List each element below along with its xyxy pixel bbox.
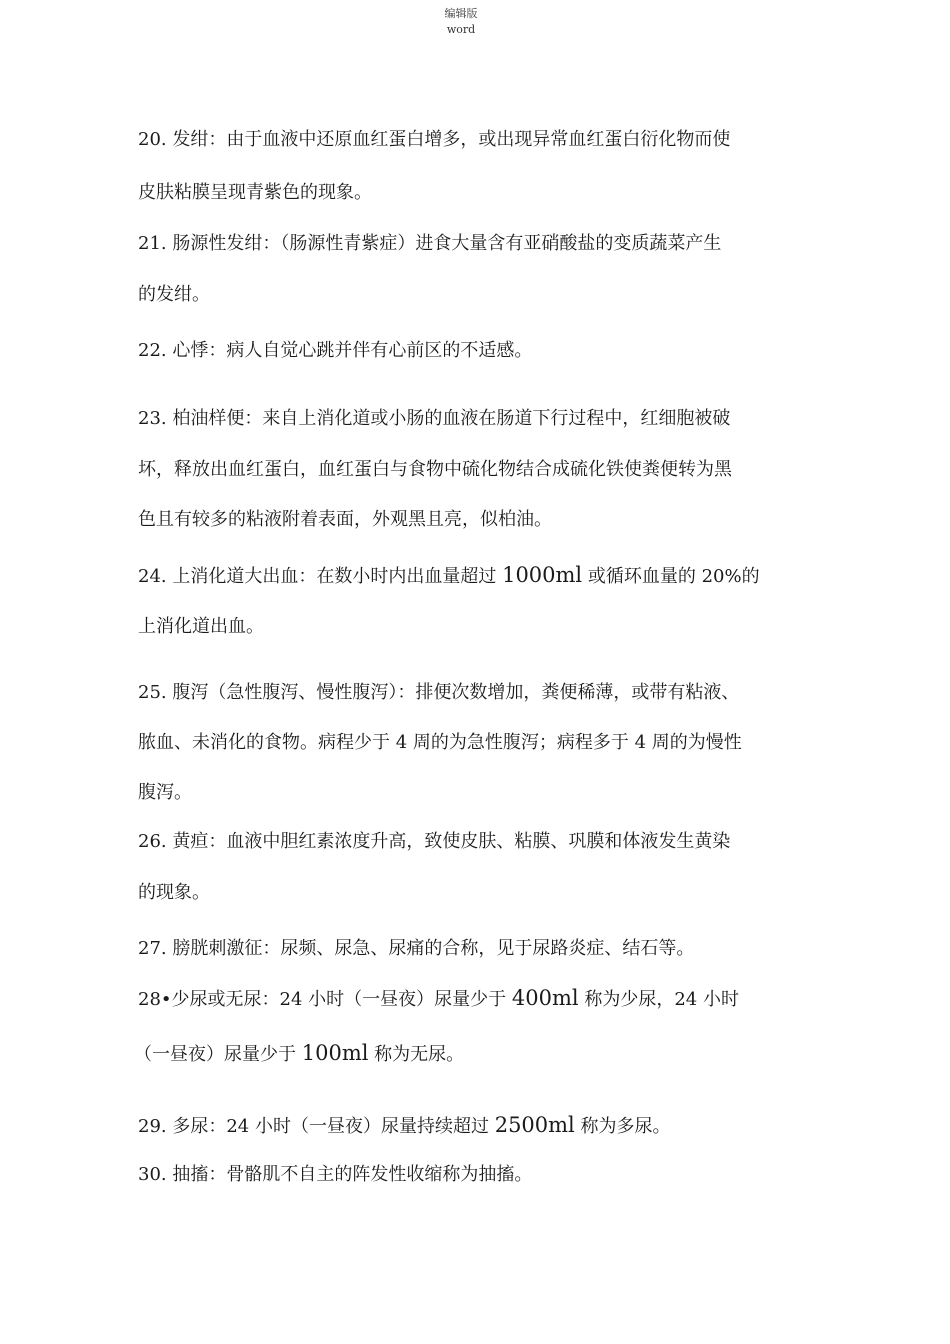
text-line: 30. 抽搐：骨骼肌不自主的阵发性收缩称为抽搐。	[138, 1164, 533, 1185]
text-segment: 28•少尿或无尿：24 小时（一昼夜）尿量少于	[138, 989, 512, 1010]
text-line: 23. 柏油样便：来自上消化道或小肠的血液在肠道下行过程中，红细胞被破	[138, 408, 731, 429]
text-line: 21. 肠源性发绀：（肠源性青紫症）进食大量含有亚硝酸盐的变质蔬菜产生	[138, 233, 722, 254]
volume-value: 2500ml	[494, 1113, 575, 1137]
text-line: 的现象。	[138, 882, 210, 903]
text-line: 20. 发绀：由于血液中还原血红蛋白增多，或出现异常血红蛋白衍化物而使	[138, 129, 731, 150]
text-line: 皮肤粘膜呈现青紫色的现象。	[138, 182, 372, 203]
text-segment: （一昼夜）尿量少于	[134, 1044, 302, 1065]
text-line	[138, 1113, 671, 1139]
header-edition-label: 编辑版	[444, 7, 478, 20]
text-segment: 或循环血量的 20%的	[582, 566, 760, 587]
page-header	[0, 6, 922, 38]
text-line: 26. 黄疸：血液中胆红素浓度升高，致使皮肤、粘膜、巩膜和体液发生黄染	[138, 831, 731, 852]
volume-value: 100ml	[301, 1041, 369, 1065]
header-word-label: word	[446, 23, 476, 36]
text-line: 色且有较多的粘液附着表面，外观黑且亮，似柏油。	[138, 509, 552, 530]
text-segment: 29. 多尿：24 小时（一昼夜）尿量持续超过	[138, 1116, 495, 1137]
text-line: 脓血、未消化的食物。病程少于 4 周的为急性腹泻；病程多于 4 周的为慢性	[138, 732, 742, 753]
text-line: 的发绀。	[138, 284, 210, 305]
text-line: 上消化道出血。	[138, 616, 264, 637]
text-segment: 称为少尿，24 小时	[578, 989, 739, 1010]
text-line: 27. 膀胱刺激征：尿频、尿急、尿痛的合称，见于尿路炎症、结石等。	[138, 938, 695, 959]
volume-value: 400ml	[511, 986, 579, 1010]
text-segment: 称为多尿。	[574, 1116, 671, 1137]
volume-value: 1000ml	[502, 563, 583, 587]
text-segment: 24. 上消化道大出血：在数小时内出血量超过	[138, 566, 503, 587]
text-line: 腹泻。	[138, 782, 192, 803]
text-line: 22. 心悸：病人自觉心跳并伴有心前区的不适感。	[138, 340, 533, 361]
text-line	[138, 563, 760, 589]
text-line: 25. 腹泻（急性腹泻、慢性腹泻）：排便次数增加，粪便稀薄，或带有粘液、	[138, 682, 740, 703]
text-line	[134, 1041, 464, 1067]
text-line	[138, 986, 739, 1012]
text-line: 坏，释放出血红蛋白，血红蛋白与食物中硫化物结合成硫化铁使粪便转为黑	[138, 459, 732, 480]
text-segment: 称为无尿。	[368, 1044, 465, 1065]
